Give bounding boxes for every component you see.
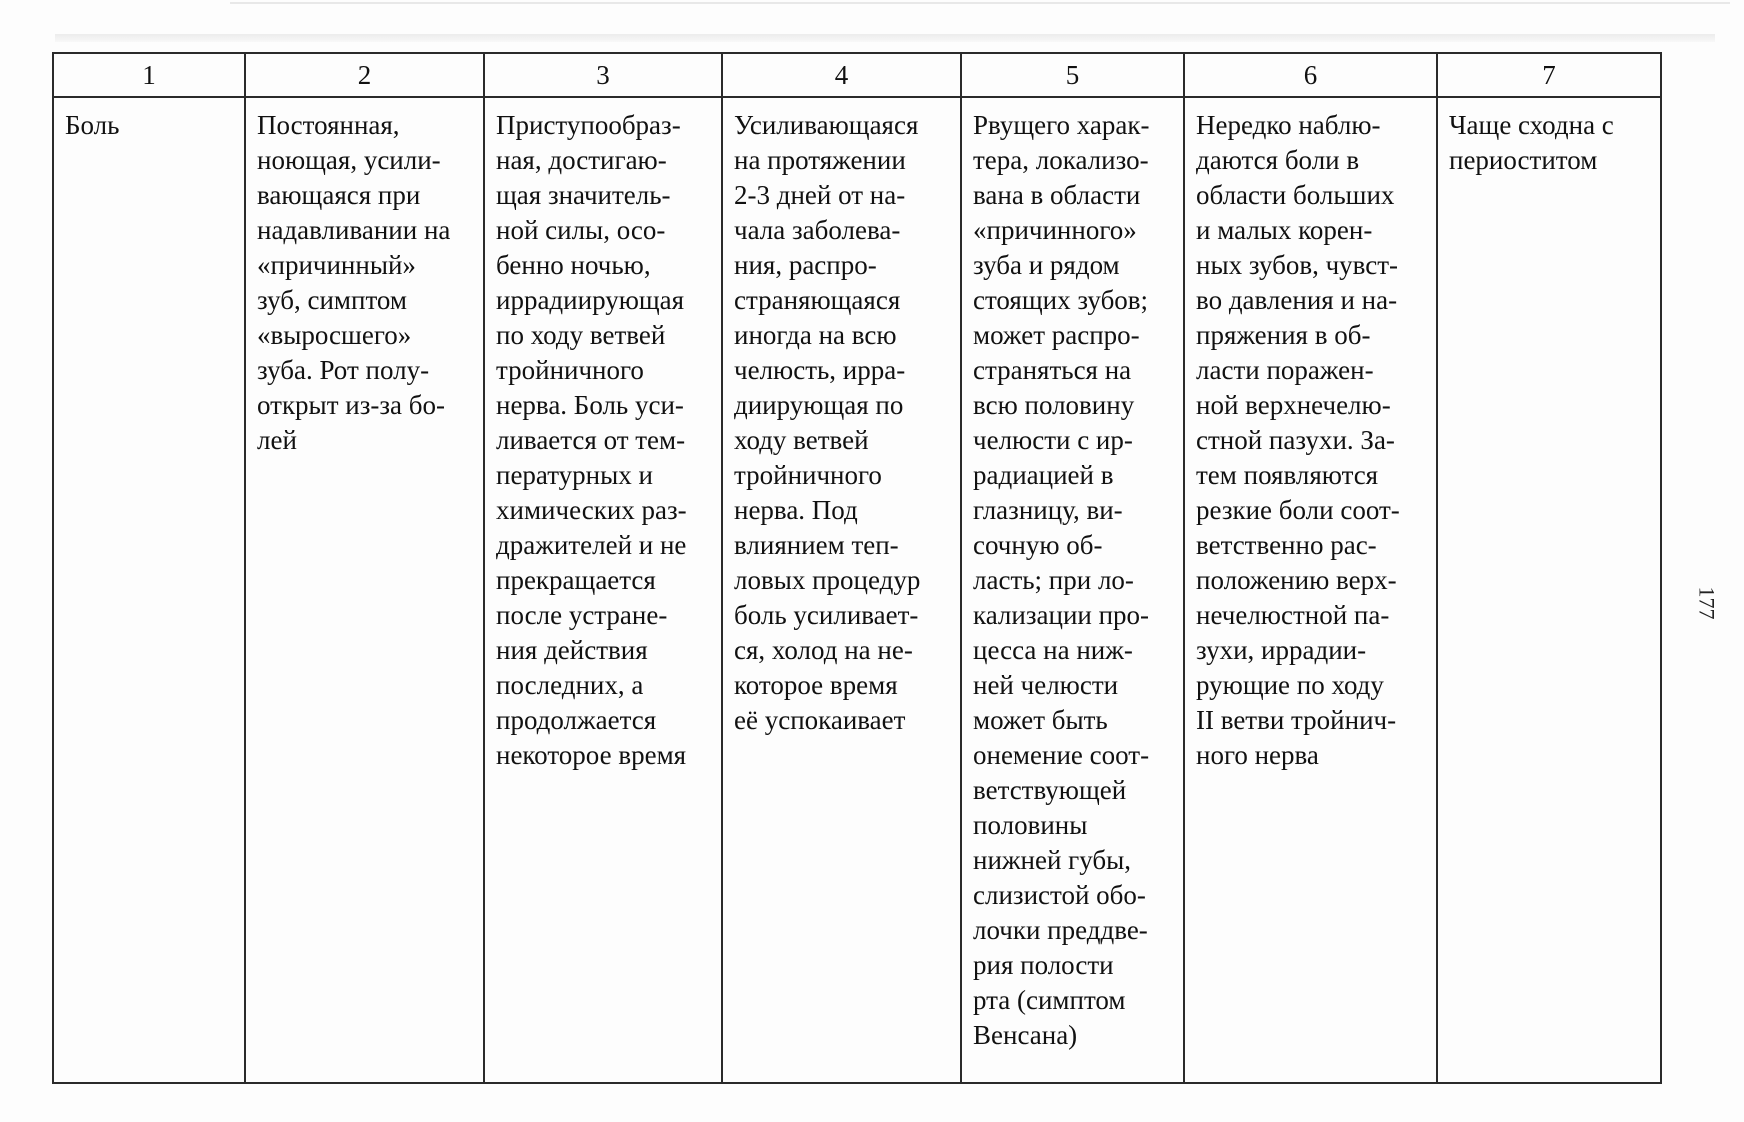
cell-col3-text: Приступообраз- ная, достигаю- щая значитель- ной силы, осо- бенно ночью, иррадиирующая по ходу ветвей тройничного нерва. Боль уси- ливается от тем- пературных и химических раз- дражителей и не прекращается после устране- ния действия последних, а продолжается некоторое время bbox=[496, 110, 687, 770]
cell-col6 bbox=[1184, 97, 1437, 1083]
cell-symptom bbox=[53, 97, 245, 1083]
cell-col5 bbox=[961, 97, 1184, 1083]
column-header-2: 2 bbox=[245, 53, 484, 97]
scan-shadow bbox=[55, 34, 1715, 42]
column-header-3: 3 bbox=[484, 53, 722, 97]
cell-col6-text: Нередко наблю- даются боли в области больших и малых корен- ных зубов, чувст- во давления и на- пряжения в об- ласти поражен- ной верхнечелю- стной пазухи. За- тем появляются резкие боли соот- ветственно рас- положению верх- нечелюстной па- зухи, иррадии- рующие по ходу II ветви тройнич- ного нерва bbox=[1196, 110, 1400, 770]
table-header-row bbox=[53, 53, 1661, 97]
column-header-1: 1 bbox=[53, 53, 245, 97]
cell-col2 bbox=[245, 97, 484, 1083]
cell-col7-text: Чаще сходна с периоститом bbox=[1449, 110, 1614, 175]
scan-edge-line bbox=[230, 2, 1730, 4]
cell-col3 bbox=[484, 97, 722, 1083]
cell-col4 bbox=[722, 97, 961, 1083]
cell-col4-text: Усиливающаяся на протяжении 2-3 дней от на- чала заболева- ния, распро- страняющаяся иногда на всю челюсть, ирра- диирующая по ходу ветвей тройничного нерва. Под влиянием теп- ловых процедур боль усиливает- ся, холод на не- которое время её успокаивает bbox=[734, 110, 921, 735]
column-header-4: 4 bbox=[722, 53, 961, 97]
column-header-7: 7 bbox=[1437, 53, 1661, 97]
cell-col2-text: Постоянная, ноющая, усили- вающаяся при надавливании на «причинный» зуб, симптом «выросшего» зуба. Рот полу- открыт из-за бо- лей bbox=[257, 110, 451, 455]
column-header-5: 5 bbox=[961, 53, 1184, 97]
table-row bbox=[53, 97, 1661, 1083]
column-header-6: 6 bbox=[1184, 53, 1437, 97]
page-number: 177 bbox=[1694, 586, 1720, 620]
cell-col5-text: Рвущего харак- тера, локализо- вана в области «причинного» зуба и рядом стоящих зубов; может распро- страняться на всю половину челюсти с ир- радиацией в глазницу, ви- сочную об- ласть; при ло- кализации про- цесса на ниж- ней челюсти может быть онемение соот- ветствующей половины нижней губы, слизистой обо- лочки преддве- рия полости рта (симптом Венсана) bbox=[973, 110, 1150, 1050]
comparison-table bbox=[52, 52, 1662, 1084]
cell-col7 bbox=[1437, 97, 1661, 1083]
cell-symptom-text: Боль bbox=[65, 110, 120, 140]
